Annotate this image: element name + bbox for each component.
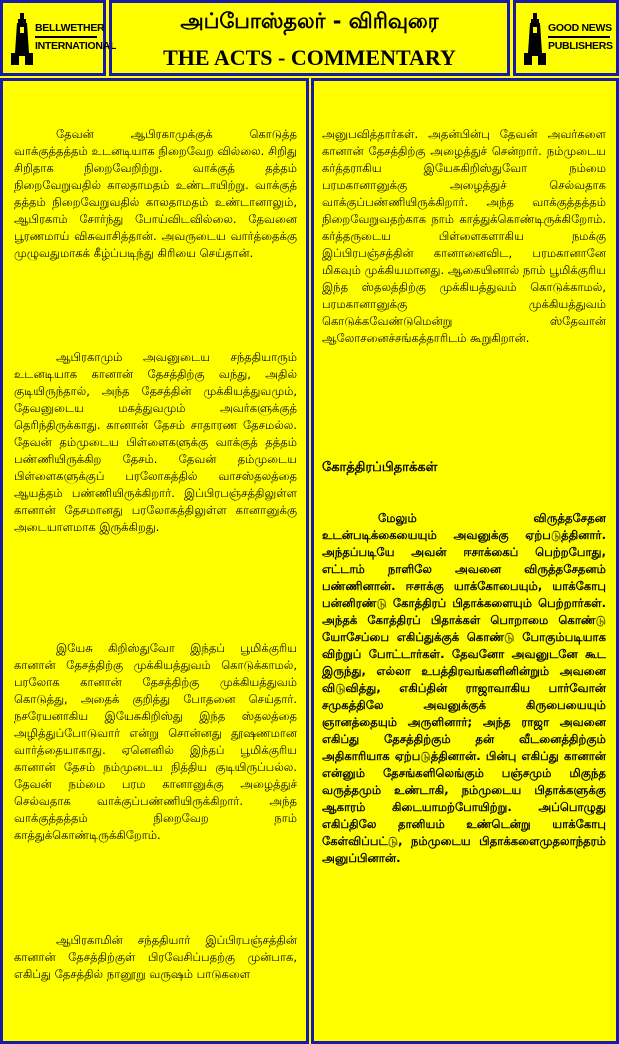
paragraph-text: இயேசு கிறிஸ்துவோ இந்தப் பூமிக்குரிய கானான் தேசத்திற்கு முக்கியத்துவம் கொடுக்காமல், பரலோக கானான் தேசத்திற்கு முக்கியத்துவம் கொடுத்து, அதைக் குறித்து போதனை செய்தார். நசரேயனாகிய இயேசுகிறிஸ்து இந்த ஸ்தலத்தை அழித்துப்போடுவார் என்று சொன்னது தூஷணமான வார்த்தையாகாது. ஏனெனில் இந்தப் பூமிக்குரிய கானான் தேசம் நம்முடைய நித்திய குடியிருப்பல்ல. தேவன் நம்மை பரம கானானுக்கு அழைத்துச் செல்வதாக வாக்குப்பண்ணியிருக்கிறார். அந்த வாக்குத்தத்தம் நிறைவேற நாம் காத்துக்கொண்டிருக்கிறோம். (14, 641, 297, 842)
title-english: THE ACTS - COMMENTARY (163, 45, 456, 70)
left-logo-box (0, 0, 117, 76)
bellwether-logo (9, 9, 117, 69)
logo-line-2: PUBLISHERS (548, 40, 613, 52)
right-paragraph-2 (322, 510, 606, 867)
tower-icon (524, 13, 546, 65)
publisher-name (548, 21, 614, 53)
logo-line-2: INTERNATIONAL (35, 40, 117, 52)
left-paragraph-1 (14, 126, 297, 262)
section-heading: கோத்திரப்பிதாக்கள் (322, 460, 438, 475)
good-news-logo (522, 9, 612, 69)
title-box (109, 0, 510, 76)
tower-icon (11, 13, 33, 65)
left-paragraph-4 (14, 932, 297, 983)
paragraph-text: மேலும் விருத்தசேதன உடன்படிக்கையையும் அவனுக்கு ஏற்படுத்தினார். அந்தப்படியே அவன் ஈசாக்கைப் பெற்றபோது, எட்டாம் நாளிலே அவனை விருத்தசேதனம் பண்ணினான். ஈசாக்கு யாக்கோபையும், யாக்கோபு பன்னிரண்டு கோத்திரப் பிதாக்களையும் பெற்றார்கள். அந்தக் கோத்திரப் பிதாக்கள் பொறாமை கொண்டு யோசேப்பை எகிப்துக்குக் கொண்டு போகும்படியாக விற்றுப் போட்டார்கள். தேவனோ அவனுடனே கூட இருந்து, எல்லா உபத்திரவங்களினின்றும் அவனை விடுவித்து, எகிப்தின் ராஜாவாகிய பார்வோன் சமுகத்திலே அவனுக்குக் கிருபையையும் ஞானத்தையும் அருளினார்; அந்த ராஜா அவனை எகிப்து தேசத்திற்கும் தன் வீடனைத்திற்கும் அதிகாரியாக ஏற்படுத்தினான். பின்பு எகிப்து கானான் என்னும் தேசங்களிலெங்கும் பஞ்சமும் மிகுந்த வருத்தமும் உண்டாகி, நம்முடைய பிதாக்களுக்கு ஆகாரம் கிடையாமற்போயிற்று. அப்பொழுது எகிப்திலே தானியம் உண்டென்று யாக்கோபு கேள்விப்பட்டு, நம்முடைய பிதாக்களைமுதலாந்தரம் அனுப்பினான். (322, 511, 606, 865)
paragraph-text: தேவன் ஆபிரகாமுக்குக் கொடுத்த வாக்குத்தத்தம் உடனடியாக நிறைவேற வில்லை. சிறிது சிறிதாக நிறைவேறிற்று. வாக்குத் தத்தம் நிறைவேறுவதில் காலதாமதம் உண்டாயிற்று. வாக்குத் தத்தம் நிறைவேறுவதில் காலதாமதம் உண்டானாலும், ஆபிரகாம் சோர்ந்து போய்விடவில்லை. தேவனை பூரணமாய் விசுவாசித்தான். அவருடைய வார்த்தைக்கு முழுவதுமாகக் கீழ்ப்படிந்து கிரியை செய்தான். (14, 127, 297, 260)
publisher-name (35, 21, 117, 53)
paragraph-text: அனுபவித்தார்கள். அதன்பின்பு தேவன் அவர்களை கானான் தேசத்திற்கு அழைத்துச் சென்றார். நம்முடைய கர்த்தராகிய இயேசுகிறிஸ்துவோ நம்மை பரமகானானுக்கு அழைத்துச் செல்வதாக வாக்குப்பண்ணியிருக்கிறார். அந்த வாக்குத்தத்தம் நிறைவேறுவதற்காக நாம் காத்துக்கொண்டிருக்கிறோம். கர்த்தருடைய பிள்ளைகளாகிய நமக்கு இப்பிரபஞ்சத்தின் கானானைவிட, பரமகானானே மிகவும் முக்கியமானது. ஆகையினால் நாம் பூமிக்குரிய இந்த ஸ்தலத்திற்கு முக்கியத்துவம் கொடுக்காமல், பரமகானானுக்கு முக்கியத்துவம் கொடுக்கவேண்டுமென்று ஸ்தேவான் ஆலோசனைச்சங்கத்தாரிடம் கூறுகிறான். (322, 127, 606, 345)
right-paragraph-1 (322, 126, 606, 347)
title-tamil: அப்போஸ்தலர் - விரிவுரை (180, 9, 439, 33)
left-paragraph-2 (14, 349, 297, 536)
paragraph-text: ஆபிரகாமும் அவனுடைய சந்ததியாரும் உடனடியாக கானான் தேசத்திற்கு வந்து, அதில் குடியிருந்தால், அந்த தேசத்தின் முக்கியத்துவமும், தேவனுடைய மகத்துவமும் அவர்களுக்குத் தெரிந்திருக்காது. கானான் தேசம் சாதாரண தேசமல்ல. தேவன் தம்முடைய பிள்ளைகளுக்கு வாக்குத் தத்தம் பண்ணியிருக்கிற தேசம். தேவன் தம்முடைய பிள்ளைகளுக்குப் பரலோகத்தில் வாசஸ்தலத்தை ஆயத்தம் பண்ணியிருக்கிறார். இப்பிரபஞ்சத்திலுள்ள கானான் தேசமானது பரலோகத்திலுள்ள கானானுக்கு அடையாளமாக இருக்கிறது. (14, 350, 297, 534)
left-paragraph-3 (14, 640, 297, 844)
right-logo-box (513, 0, 619, 76)
logo-line-1: BELLWETHER (35, 22, 105, 34)
paragraph-text: ஆபிரகாமின் சந்ததியார் இப்பிரபஞ்சத்தின் கானான் தேசத்திற்குள் பிரவேசிப்பதற்கு முன்பாக, எகிப்து தேசத்தில் நானூறு வருஷம் பாடுகளை (14, 933, 297, 981)
logo-line-1: GOOD NEWS (548, 22, 612, 34)
